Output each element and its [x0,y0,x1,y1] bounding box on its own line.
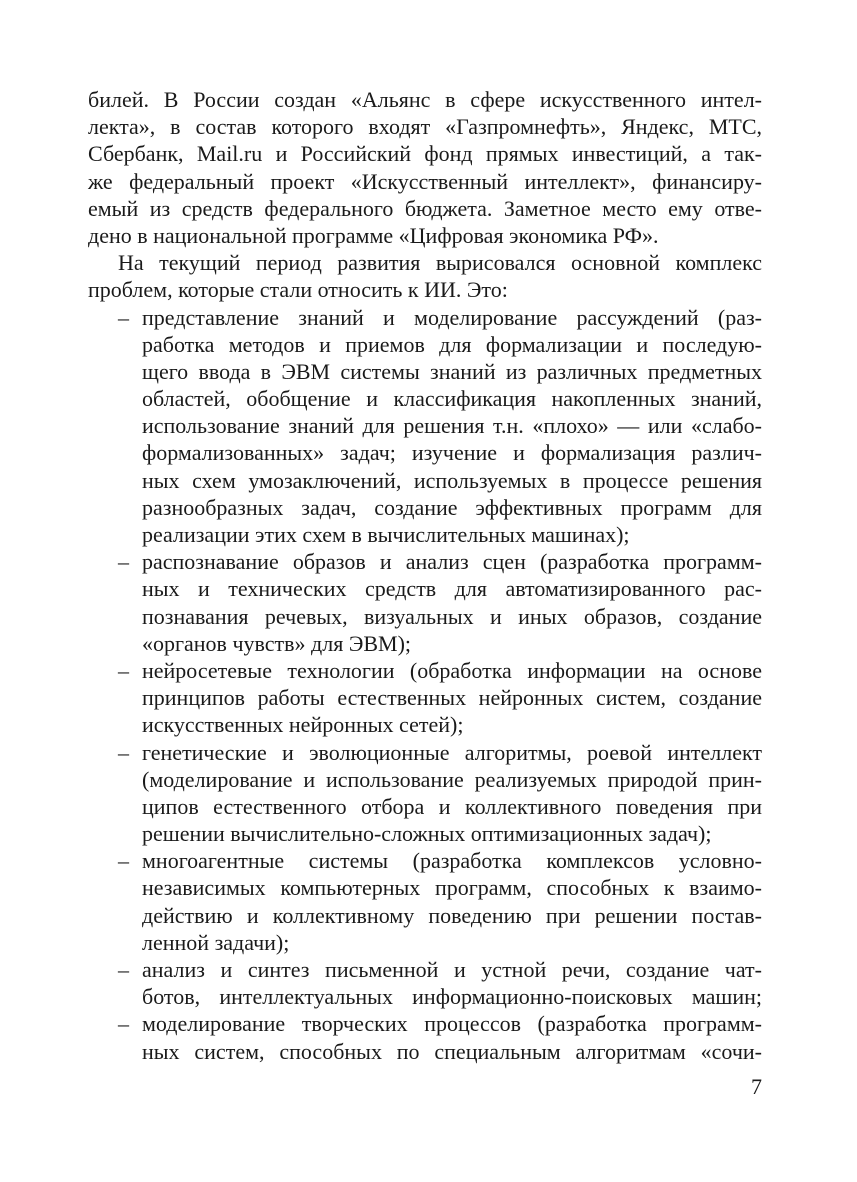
list-dash: – [118,657,129,683]
list-item [88,548,762,657]
text-line: генетические и эволюционные алгоритмы, роевой интеллект [142,739,762,765]
page-number: 7 [751,1074,762,1099]
text-line: нейросетевые технологии (обработка информации на основе [142,657,762,683]
text-line: разнообразных задач, создание эффективных программ для [142,494,762,520]
text-line: искусственных нейронных сетей); [142,712,464,738]
text-line: реализации этих схем в вычислительных машинах); [142,522,630,547]
text-line: анализ и синтез письменной и устной речи, создание чат- [142,957,762,982]
text-line: же федеральный проект «Искусственный интеллект», финансиру- [88,168,762,194]
list-item [88,657,762,739]
text-line: принципов работы естественных нейронных систем, создание [142,685,762,711]
text-line: (моделирование и использование реализуемых природой прин- [142,766,762,792]
text-line: независимых компьютерных программ, способных к взаимо- [142,875,762,901]
paragraph-problems [88,249,762,303]
list-item [88,739,762,848]
text-line: щего ввода в ЭВМ системы знаний из различных предметных [142,358,762,384]
list-item [88,304,762,549]
text-line: областей, обобщение и классификация накопленных знаний, [142,386,762,412]
list-dash: – [118,1011,129,1037]
text-line: проблем, которые стали относить к ИИ. Это: [88,277,508,303]
list-item [88,847,762,956]
text-line: представление знаний и моделирование рассуждений (раз- [142,304,762,330]
text-line: ных схем умозаключений, используемых в процессе решения [142,467,762,493]
page-body [88,86,762,1065]
text-line: билей. В России создан «Альянс в сфере искусственного интел- [88,87,762,112]
text-line: емый из средств федерального бюджета. Заметное место ему отве- [88,195,762,221]
text-line: ботов, интеллектуальных информационно-поисковых машин; [142,984,762,1010]
text-line: дено в национальной программе «Цифровая экономика РФ». [88,222,659,248]
text-line: решении вычислительно-сложных оптимизационных задач); [142,821,712,847]
list-item [88,956,762,1010]
paragraph-intro [88,86,762,249]
text-line: формализованных» задач; изучение и формализация различ- [142,440,762,466]
text-line: Сбербанк, Mail.ru и Российский фонд прямых инвестиций, а так- [88,141,762,167]
text-line: познавания речевых, визуальных и иных образов, создание [142,603,762,629]
text-line: распознавание образов и анализ сцен (разработка программ- [142,549,762,575]
text-line: ленной задачи); [142,929,290,955]
text-line: моделирование творческих процессов (разработка программ- [142,1011,762,1037]
list-dash: – [118,957,129,982]
list-dash: – [118,304,129,330]
text-line: работка методов и приемов для формализации и последую- [142,331,762,357]
text-line: действию и коллективному поведению при решении постав- [142,902,762,928]
text-line: На текущий период развития вырисовался основной комплекс [118,250,762,276]
problem-list [88,304,762,1065]
list-dash: – [118,848,129,874]
text-line: ных систем, способных по специальным алгоритмам «сочи- [142,1038,762,1064]
text-line: многоагентные системы (разработка комплексов условно- [142,848,762,874]
text-line: использование знаний для решения т.н. «плохо» — или «слабо- [142,413,762,439]
text-line: «органов чувств» для ЭВМ); [142,630,412,656]
text-line: ных и технических средств для автоматизированного рас- [142,576,762,602]
list-dash: – [118,739,129,765]
text-line: ципов естественного отбора и коллективного поведения при [142,793,762,819]
list-item [88,1010,762,1064]
text-line: лекта», в состав которого входят «Газпромнефть», Яндекс, МТС, [88,114,762,140]
list-dash: – [118,549,129,575]
